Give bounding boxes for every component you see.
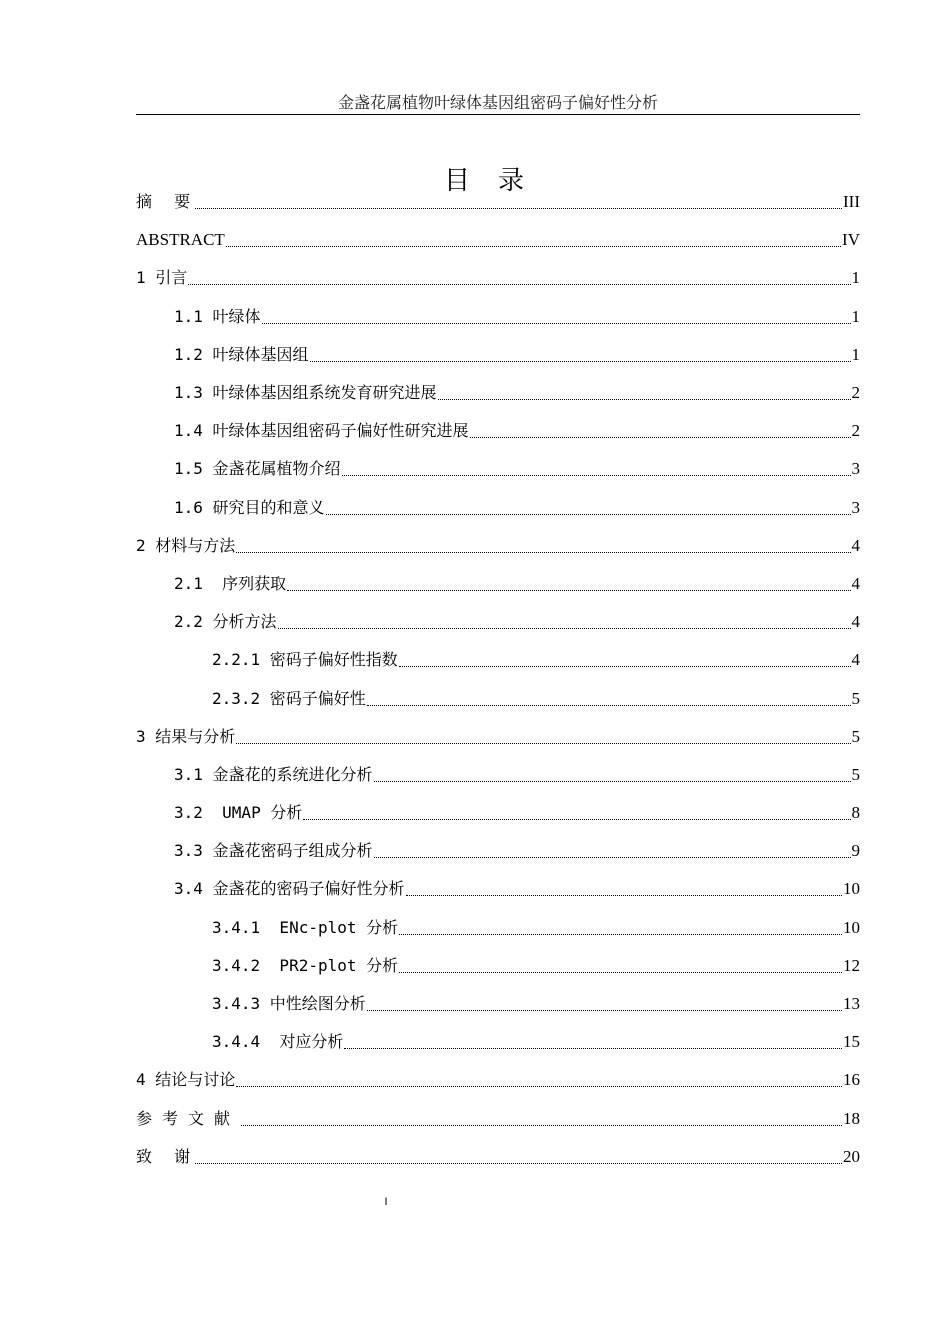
toc-entry-page: 1: [851, 344, 860, 364]
toc-entry-label: 1.2 叶绿体基因组: [174, 344, 309, 364]
toc-entry-page: 1: [851, 306, 860, 326]
dot-leader: [236, 536, 850, 556]
header-rule: [136, 114, 860, 115]
toc-entry-label: 1.6 研究目的和意义: [174, 497, 325, 517]
toc-entry-3-1[interactable]: [136, 756, 860, 794]
toc-entry-1-2[interactable]: [136, 336, 860, 374]
toc-entry-label: 1.3 叶绿体基因组系统发育研究进展: [174, 383, 437, 403]
toc-entry-3-3[interactable]: [136, 832, 860, 870]
toc-entry-page: 5: [851, 764, 860, 784]
dot-leader: [374, 765, 851, 785]
toc-entry-1-3[interactable]: [136, 374, 860, 412]
toc-entry-page: 4: [851, 573, 860, 593]
dot-leader: [188, 268, 850, 288]
toc-entry-ch1[interactable]: [136, 259, 860, 297]
toc-entry-abstract-en[interactable]: [136, 221, 860, 259]
toc-entry-page: IV: [842, 230, 860, 250]
toc-entry-page: III: [843, 192, 860, 212]
toc-entry-abstract-cn[interactable]: [136, 183, 860, 221]
toc-entry-page: 12: [843, 955, 860, 975]
dot-leader: [236, 1070, 842, 1090]
toc-entry-label: 2.2.1 密码子偏好性指数: [212, 650, 398, 670]
toc-entry-3-4-2[interactable]: [136, 947, 860, 985]
toc-entry-label: 3.3 金盏花密码子组成分析: [174, 841, 373, 861]
toc-entry-3-4-3[interactable]: [136, 985, 860, 1023]
dot-leader: [470, 421, 851, 441]
toc-entry-1-6[interactable]: [136, 489, 860, 527]
toc-entry-page: 10: [843, 879, 860, 899]
toc-entry-3-2[interactable]: [136, 794, 860, 832]
dot-leader: [226, 230, 841, 250]
toc-entry-label: 3 结果与分析: [136, 726, 236, 746]
toc-entry-page: 15: [843, 1032, 860, 1052]
toc-entry-label: 2 材料与方法: [136, 535, 236, 555]
toc-entry-label: ABSTRACT: [136, 230, 225, 250]
toc-entry-3-4-4[interactable]: [136, 1023, 860, 1061]
toc-entry-acknowledgements[interactable]: [136, 1138, 860, 1176]
toc-entry-page: 2: [851, 383, 860, 403]
toc-entry-references[interactable]: [136, 1100, 860, 1138]
toc-entry-2-2-1[interactable]: [136, 641, 860, 679]
toc-entry-page: 4: [851, 650, 860, 670]
dot-leader: [399, 918, 842, 938]
dot-leader: [438, 383, 851, 403]
toc-title: 目录: [443, 166, 552, 197]
toc-entry-page: 1: [851, 268, 860, 288]
toc-entry-ch4[interactable]: [136, 1061, 860, 1099]
dot-leader: [236, 727, 850, 747]
toc-entry-3-4[interactable]: [136, 870, 860, 908]
toc-entry-label: 2.2 分析方法: [174, 612, 277, 632]
dot-leader: [287, 574, 850, 594]
toc-entry-label: 致 谢: [136, 1146, 195, 1166]
toc-entry-2-2[interactable]: [136, 603, 860, 641]
dot-leader: [310, 345, 851, 365]
toc-entry-label: 1.5 金盏花属植物介绍: [174, 459, 341, 479]
toc-entry-page: 4: [851, 535, 860, 555]
toc-entry-3-4-1[interactable]: [136, 909, 860, 947]
toc-entry-page: 20: [843, 1146, 860, 1166]
dot-leader: [195, 1147, 842, 1167]
toc-entry-page: 2: [851, 421, 860, 441]
toc-entry-page: 8: [851, 803, 860, 823]
toc-entry-label: 摘 要: [136, 192, 195, 212]
toc-entry-label: 1.4 叶绿体基因组密码子偏好性研究进展: [174, 421, 469, 441]
toc-entry-page: 16: [843, 1070, 860, 1090]
dot-leader: [367, 994, 842, 1014]
dot-leader: [262, 307, 851, 327]
dot-leader: [399, 956, 842, 976]
toc-entry-label: 3.4 金盏花的密码子偏好性分析: [174, 879, 405, 899]
toc-entry-label: 2.1 序列获取: [174, 573, 287, 593]
toc-entry-ch3[interactable]: [136, 718, 860, 756]
toc-entry-page: 18: [843, 1108, 860, 1128]
toc-entry-page: 5: [851, 688, 860, 708]
dot-leader: [367, 689, 851, 709]
dot-leader: [399, 650, 851, 670]
toc-entry-page: 4: [851, 612, 860, 632]
page-number: I: [384, 1196, 388, 1208]
toc-entry-2-1[interactable]: [136, 565, 860, 603]
toc-entry-1-1[interactable]: [136, 298, 860, 336]
table-of-contents: [136, 183, 860, 1176]
toc-entry-label: 2.3.2 密码子偏好性: [212, 688, 366, 708]
toc-entry-page: 3: [851, 459, 860, 479]
toc-entry-page: 10: [843, 917, 860, 937]
toc-entry-1-4[interactable]: [136, 412, 860, 450]
toc-entry-label: 3.4.4 对应分析: [212, 1032, 344, 1052]
dot-leader: [344, 1032, 842, 1052]
toc-entry-label: 3.4.1 ENc-plot 分析: [212, 917, 399, 937]
dot-leader: [303, 803, 850, 823]
toc-entry-label: 3.2 UMAP 分析: [174, 803, 303, 823]
toc-entry-label: 3.1 金盏花的系统进化分析: [174, 764, 373, 784]
toc-entry-ch2[interactable]: [136, 527, 860, 565]
dot-leader: [241, 1109, 842, 1129]
dot-leader: [278, 612, 851, 632]
toc-entry-label: 1 引言: [136, 268, 188, 288]
dot-leader: [342, 459, 851, 479]
toc-entry-page: 5: [851, 726, 860, 746]
dot-leader: [195, 192, 842, 212]
toc-entry-label: 3.4.3 中性绘图分析: [212, 994, 366, 1014]
toc-entry-page: 3: [851, 497, 860, 517]
dot-leader: [326, 498, 851, 518]
toc-entry-page: 13: [843, 994, 860, 1014]
running-header: 金盏花属植物叶绿体基因组密码子偏好性分析: [337, 93, 658, 112]
toc-entry-label: 3.4.2 PR2-plot 分析: [212, 955, 399, 975]
dot-leader: [406, 879, 842, 899]
dot-leader: [374, 841, 851, 861]
toc-entry-label: 参考文献: [136, 1108, 241, 1128]
toc-entry-page: 9: [851, 841, 860, 861]
toc-entry-1-5[interactable]: [136, 450, 860, 488]
toc-entry-label: 1.1 叶绿体: [174, 306, 261, 326]
toc-entry-2-3-2[interactable]: [136, 679, 860, 717]
toc-entry-label: 4 结论与讨论: [136, 1070, 236, 1090]
